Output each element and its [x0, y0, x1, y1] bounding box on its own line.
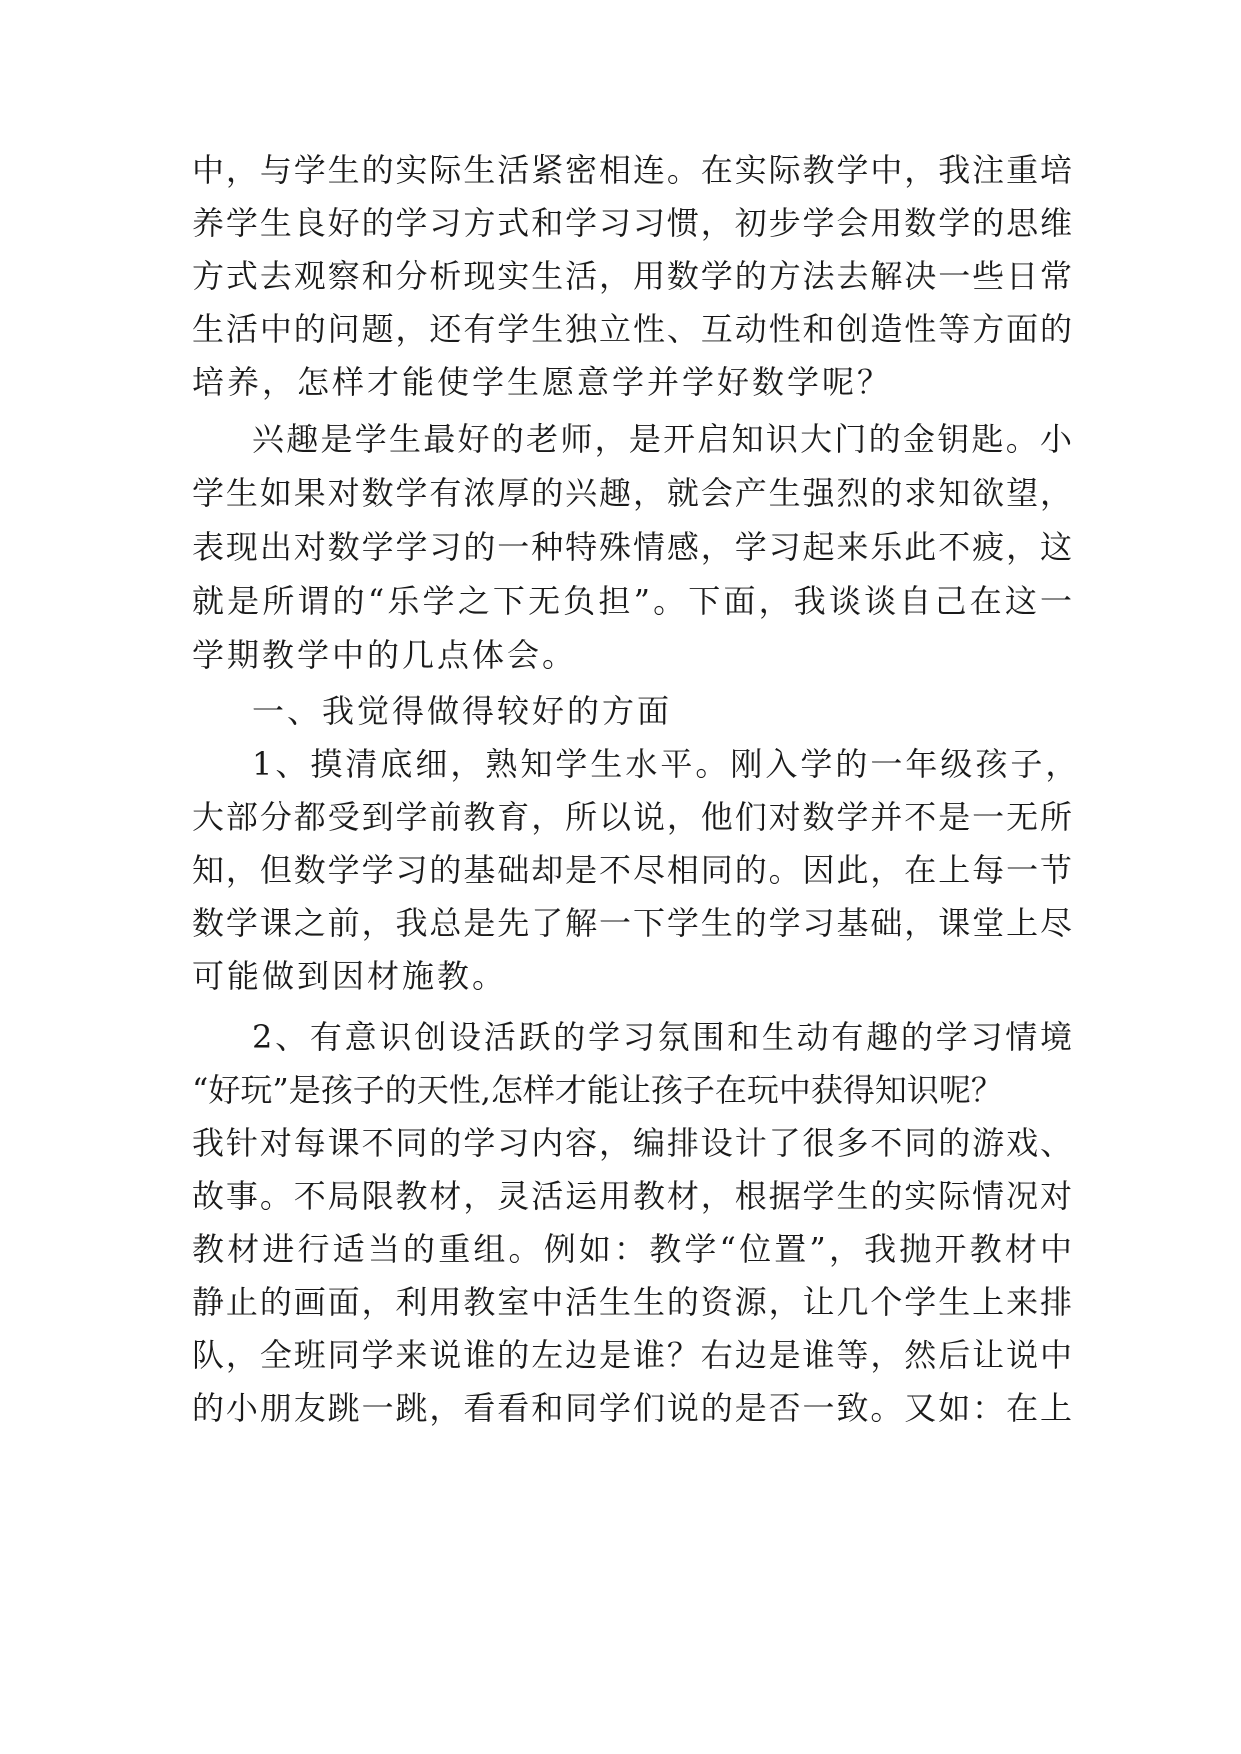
text-line: 生活中的问题，还有学生独立性、互动性和创造性等方面的 [192, 310, 1072, 348]
text-line: 教材进行适当的重组。例如：教学“位置”，我抛开教材中 [192, 1230, 1072, 1268]
text-line: 培养，怎样才能使学生愿意学并学好数学呢？ [192, 363, 893, 401]
text-line: 的小朋友跳一跳，看看和同学们说的是否一致。又如：在上 [192, 1389, 1072, 1427]
section-heading: 一、我觉得做得较好的方面 [252, 692, 673, 730]
text-line: 队，全班同学来说谁的左边是谁？右边是谁等，然后让说中 [192, 1336, 1072, 1374]
text-line: 可能做到因材施教。 [192, 957, 508, 995]
text-line: 方式去观察和分析现实生活，用数学的方法去解决一些日常 [192, 257, 1072, 295]
paragraph-first-line: 2、有意识创设活跃的学习氛围和生动有趣的学习情境 [252, 1018, 1072, 1056]
text-line: 养学生良好的学习方式和学习习惯，初步学会用数学的思维 [192, 204, 1072, 242]
text-line: 故事。不局限教材，灵活运用教材，根据学生的实际情况对 [192, 1177, 1072, 1215]
text-line: 大部分都受到学前教育，所以说，他们对数学并不是一无所 [192, 798, 1072, 836]
paragraph-first-line: 1、摸清底细，熟知学生水平。刚入学的一年级孩子， [252, 745, 1081, 783]
text-line: 中，与学生的实际生活紧密相连。在实际教学中，我注重培 [192, 151, 1072, 189]
text-line: “好玩”是孩子的天性,怎样才能让孩子在玩中获得知识呢？ [192, 1071, 1003, 1109]
text-line: 我针对每课不同的学习内容，编排设计了很多不同的游戏、 [192, 1124, 1072, 1162]
text-line: 数学课之前，我总是先了解一下学生的学习基础，课堂上尽 [192, 904, 1072, 942]
text-line: 静止的画面，利用教室中活生生的资源，让几个学生上来排 [192, 1283, 1072, 1321]
text-line: 就是所谓的“乐学之下无负担”。下面，我谈谈自己在这一 [192, 582, 1072, 620]
text-line: 表现出对数学学习的一种特殊情感，学习起来乐此不疲，这 [192, 528, 1072, 566]
paragraph-first-line: 兴趣是学生最好的老师，是开启知识大门的金钥匙。小 [252, 420, 1072, 458]
text-line: 学生如果对数学有浓厚的兴趣，就会产生强烈的求知欲望， [192, 474, 1072, 512]
text-line: 学期教学中的几点体会。 [192, 636, 578, 674]
text-line: 知，但数学学习的基础却是不尽相同的。因此，在上每一节 [192, 851, 1072, 889]
